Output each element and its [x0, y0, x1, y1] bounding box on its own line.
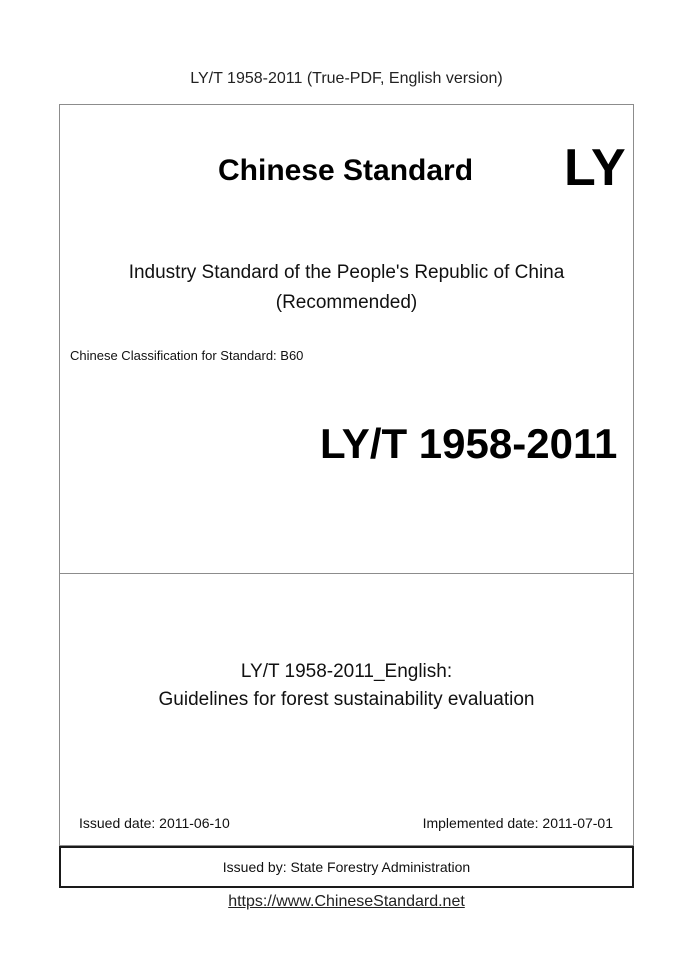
implemented-date: Implemented date: 2011-07-01	[422, 815, 613, 831]
issuer-label: Issued by: State Forestry Administration	[222, 859, 471, 875]
website-link[interactable]: https://www.ChineseStandard.net	[228, 893, 465, 910]
industry-line-1: Industry Standard of the People's Republic of China	[128, 262, 565, 283]
title-line-2: Guidelines for forest sustainability evaluation	[158, 689, 535, 710]
title-line-1: LY/T 1958-2011_English:	[240, 661, 453, 682]
document-title	[0, 658, 693, 714]
industry-standard-heading	[0, 258, 693, 318]
issuer-box	[59, 846, 634, 888]
document-header: LY/T 1958-2011 (True-PDF, English version)	[190, 70, 503, 87]
industry-code: LY	[564, 139, 626, 197]
industry-line-2: (Recommended)	[275, 292, 418, 313]
brand-title: Chinese Standard	[218, 154, 474, 187]
issued-date: Issued date: 2011-06-10	[79, 815, 230, 831]
classification-label: Chinese Classification for Standard: B60	[70, 348, 304, 363]
standard-number: LY/T 1958-2011	[320, 420, 618, 467]
